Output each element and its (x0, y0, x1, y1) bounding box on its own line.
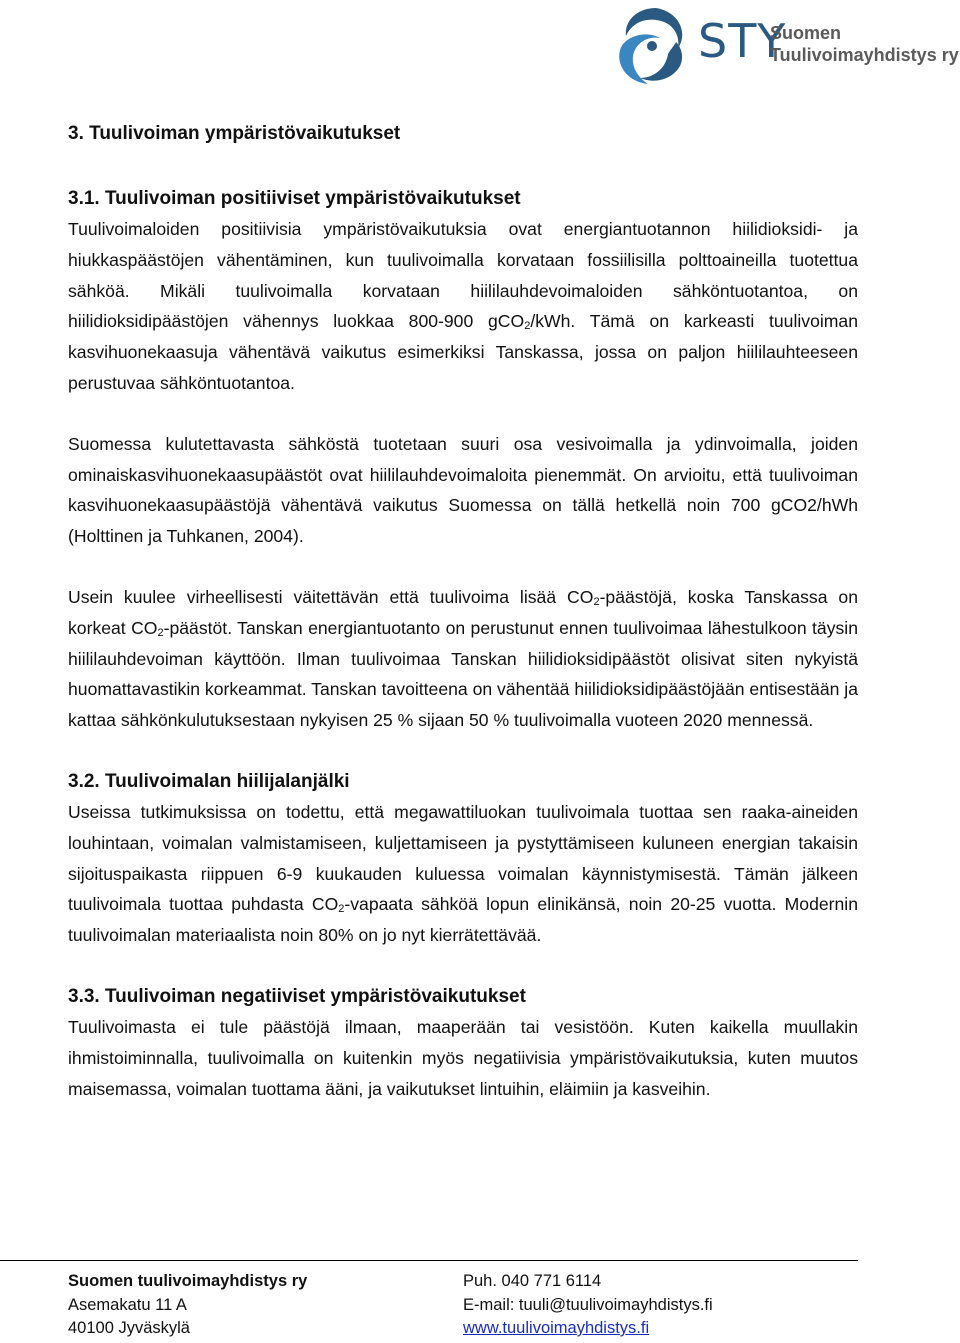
section-3-1-paragraph-3: Usein kuulee virheellisesti väitettävän että tuulivoima lisää $CO_2$-päästöjä, koska Tanskassa on korkeat $CO_2$-päästöt. Tanskan energiantuotanto on perustunut ennen tuulivoimaa lähestulkoon täysin hiililauhdevoiman käyttöön. Ilman tuulivoimaa Tanskan hiilidioksidipäästöt olisivat siten nykyistä huomattavastikin korkeammat. Tanskan tavoitteena on vähentää hiilidioksidipäästöjään entisestään ja kattaa sähkönkulutuksestaan nykyisen 25 % sijaan 50 % tuulivoimalla vuoteen 2020 mennessä. (68, 586, 858, 731)
logo-org-line1: Suomen (770, 23, 842, 43)
section-3-3-paragraph-1: Tuulivoimasta ei tule päästöjä ilmaan, maaperään tai vesistöön. Kuten kaikella muullakin ihmistoiminnalla, tuulivoimalla on kuitenkin myös negatiivisia ympäristövaikutuksia, kuten muutos maisemassa, voimalan tuottama ääni, ja vaikutukset lintuihin, eläimiin ja kasveihin. (68, 1016, 858, 1099)
logo-org-line2: Tuulivoimayhdistys ry (770, 45, 959, 65)
footer-website-link[interactable]: www.tuulivoimayhdistys.fi (463, 1319, 650, 1337)
footer-street: Asemakatu 11 A (68, 1295, 187, 1314)
logo-org-name (770, 22, 959, 66)
footer-contact (463, 1270, 713, 1341)
footer-address (68, 1270, 307, 1341)
section-3-3-title: 3.3. Tuulivoiman negatiiviset ympäristövaikutukset (68, 985, 526, 1007)
footer-divider (0, 1260, 858, 1261)
section-3-1-paragraph-1: Tuulivoimaloiden positiivisia ympäristövaikutuksia ovat energiantuotannon hiilidioksidi- ja hiukkaspäästöjen vähentäminen, kun tuulivoimalla korvataan fossiilisilla polttoaineilla tuotettua sähköä. Mikäli tuulivoimalla korvataan hiililauhdevoimaloiden sähköntuotantoa, on hiilidioksidipäästöjen vähennys luokkaa 800-900 gCO$_2$/kWh. Tämä on karkeasti tuulivoiman kasvihuonekaasuja vähentävä vaikutus esimerkiksi Tanskassa, jossa on paljon hiililauhteeseen perustuvaa sähköntuotantoa. (68, 219, 858, 393)
section-3-1-paragraph-2: Suomessa kulutettavasta sähköstä tuotetaan suuri osa vesivoimalla ja ydinvoimalla, joiden ominaiskasvihuonekaasupäästöt ovat hiililauhdevoimaloita pienemmät. On arvioitu, että tuulivoiman kasvihuonekaasupäästöjä vähentävä vaikutus Suomessa on tällä hetkellä noin 700 gCO2/hWh (Holttinen ja Tuhkanen, 2004). (68, 433, 858, 547)
section-3-title: 3. Tuulivoiman ympäristövaikutukset (68, 123, 401, 144)
footer-org-name: Suomen tuulivoimayhdistys ry (68, 1272, 308, 1290)
section-3-2-title: 3.2. Tuulivoimalan hiilijalanjälki (68, 770, 350, 792)
sty-logo (608, 2, 960, 86)
wind-swirl-logo-icon (608, 2, 696, 86)
document-body (68, 118, 858, 1104)
section-3-1-title: 3.1. Tuulivoiman positiiviset ympäristövaikutukset (68, 188, 521, 209)
footer-phone: Puh. 040 771 6114 (463, 1272, 602, 1290)
section-3-2-paragraph-1: Useissa tutkimuksissa on todettu, että megawattiluokan tuulivoimala tuottaa sen raaka-aineiden louhintaan, voimalan valmistamiseen, kuljettamiseen ja pystyttämiseen kuluneen energian takaisin sijoituspaikasta riippuen 6-9 kuukauden kuluessa voimalan käynnistymisestä. Tämän jälkeen tuulivoimala tuottaa puhdasta $CO_2$-vapaata sähköä lopun elinikänsä, noin 20-25 vuotta. Modernin tuulivoimalan materiaalista noin 80% on jo nyt kierrätettävää. (68, 801, 858, 946)
footer-city: 40100 Jyväskylä (68, 1319, 190, 1337)
logo-acronym: STY (698, 14, 787, 68)
footer-email: E-mail: tuuli@tuulivoimayhdistys.fi (463, 1295, 713, 1314)
